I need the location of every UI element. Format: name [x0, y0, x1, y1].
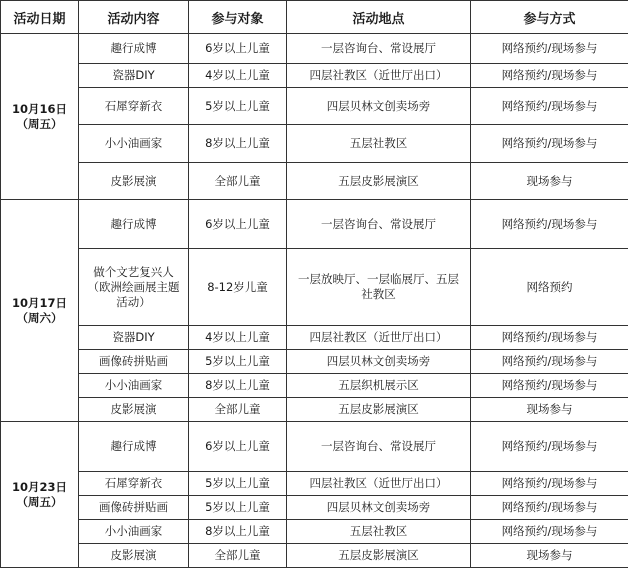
activity-cell: 瓷器DIY [79, 326, 189, 350]
date-label: 10月23日 [3, 480, 76, 495]
location-cell: 一层咨询台、常设展厅 [287, 422, 471, 472]
activity-cell: 皮影展演 [79, 544, 189, 568]
location-cell: 四层社教区（近世厅出口） [287, 326, 471, 350]
method-cell: 网络预约/现场参与 [471, 520, 628, 544]
audience-cell: 全部儿童 [189, 544, 287, 568]
audience-cell: 8岁以上儿童 [189, 520, 287, 544]
table-row [1, 125, 628, 163]
table-row [1, 544, 628, 568]
audience-cell: 5岁以上儿童 [189, 472, 287, 496]
activity-cell: 趣行成博 [79, 34, 189, 64]
location-cell: 五层皮影展演区 [287, 544, 471, 568]
method-cell: 网络预约/现场参与 [471, 326, 628, 350]
method-cell: 网络预约/现场参与 [471, 34, 628, 64]
table-row [1, 422, 628, 472]
table-row [1, 496, 628, 520]
location-cell: 一层咨询台、常设展厅 [287, 34, 471, 64]
header-audience: 参与对象 [189, 1, 287, 34]
location-cell: 四层贝林文创卖场旁 [287, 350, 471, 374]
audience-cell: 5岁以上儿童 [189, 496, 287, 520]
activity-cell: 画像砖拼贴画 [79, 496, 189, 520]
activity-cell: 石犀穿新衣 [79, 88, 189, 125]
method-cell: 网络预约/现场参与 [471, 472, 628, 496]
activity-cell: 皮影展演 [79, 163, 189, 200]
table-row [1, 64, 628, 88]
table-row [1, 374, 628, 398]
location-cell: 四层社教区（近世厅出口） [287, 64, 471, 88]
audience-cell: 8-12岁儿童 [189, 249, 287, 326]
table-row [1, 163, 628, 200]
activity-cell: 做个文艺复兴人（欧洲绘画展主题活动） [79, 249, 189, 326]
date-cell [1, 200, 79, 422]
method-cell: 现场参与 [471, 163, 628, 200]
method-cell: 网络预约/现场参与 [471, 88, 628, 125]
date-label: 10月16日 [3, 102, 76, 117]
audience-cell: 4岁以上儿童 [189, 64, 287, 88]
method-cell: 网络预约/现场参与 [471, 496, 628, 520]
table-row [1, 200, 628, 249]
date-cell [1, 34, 79, 200]
audience-cell: 6岁以上儿童 [189, 422, 287, 472]
table-row [1, 249, 628, 326]
activity-cell: 小小油画家 [79, 374, 189, 398]
table-row [1, 350, 628, 374]
date-cell [1, 422, 79, 568]
method-cell: 网络预约/现场参与 [471, 64, 628, 88]
weekday-label: （周六） [3, 311, 76, 326]
location-cell: 四层贝林文创卖场旁 [287, 88, 471, 125]
audience-cell: 5岁以上儿童 [189, 88, 287, 125]
table-row [1, 34, 628, 64]
audience-cell: 6岁以上儿童 [189, 34, 287, 64]
method-cell: 现场参与 [471, 544, 628, 568]
method-cell: 网络预约/现场参与 [471, 374, 628, 398]
date-label: 10月17日 [3, 296, 76, 311]
audience-cell: 8岁以上儿童 [189, 125, 287, 163]
activity-cell: 趣行成博 [79, 422, 189, 472]
location-cell: 五层社教区 [287, 520, 471, 544]
table-row [1, 520, 628, 544]
activity-cell: 瓷器DIY [79, 64, 189, 88]
table-row [1, 88, 628, 125]
activity-cell: 画像砖拼贴画 [79, 350, 189, 374]
header-date: 活动日期 [1, 1, 79, 34]
location-cell: 五层皮影展演区 [287, 163, 471, 200]
audience-cell: 4岁以上儿童 [189, 326, 287, 350]
activity-cell: 皮影展演 [79, 398, 189, 422]
table-row [1, 398, 628, 422]
weekday-label: （周五） [3, 117, 76, 132]
header-row [1, 1, 628, 34]
method-cell: 网络预约/现场参与 [471, 125, 628, 163]
audience-cell: 8岁以上儿童 [189, 374, 287, 398]
location-cell: 五层织机展示区 [287, 374, 471, 398]
location-cell: 四层贝林文创卖场旁 [287, 496, 471, 520]
table-row [1, 326, 628, 350]
method-cell: 网络预约/现场参与 [471, 422, 628, 472]
table-row [1, 472, 628, 496]
activity-cell: 小小油画家 [79, 520, 189, 544]
audience-cell: 全部儿童 [189, 398, 287, 422]
activity-cell: 趣行成博 [79, 200, 189, 249]
location-cell: 五层皮影展演区 [287, 398, 471, 422]
location-cell: 五层社教区 [287, 125, 471, 163]
audience-cell: 6岁以上儿童 [189, 200, 287, 249]
activity-cell: 石犀穿新衣 [79, 472, 189, 496]
location-cell: 四层社教区（近世厅出口） [287, 472, 471, 496]
header-location: 活动地点 [287, 1, 471, 34]
location-cell: 一层放映厅、一层临展厅、五层社教区 [287, 249, 471, 326]
audience-cell: 5岁以上儿童 [189, 350, 287, 374]
weekday-label: （周五） [3, 495, 76, 510]
header-activity: 活动内容 [79, 1, 189, 34]
audience-cell: 全部儿童 [189, 163, 287, 200]
method-cell: 网络预约/现场参与 [471, 200, 628, 249]
method-cell: 网络预约/现场参与 [471, 350, 628, 374]
location-cell: 一层咨询台、常设展厅 [287, 200, 471, 249]
method-cell: 现场参与 [471, 398, 628, 422]
header-method: 参与方式 [471, 1, 628, 34]
activity-cell: 小小油画家 [79, 125, 189, 163]
method-cell: 网络预约 [471, 249, 628, 326]
